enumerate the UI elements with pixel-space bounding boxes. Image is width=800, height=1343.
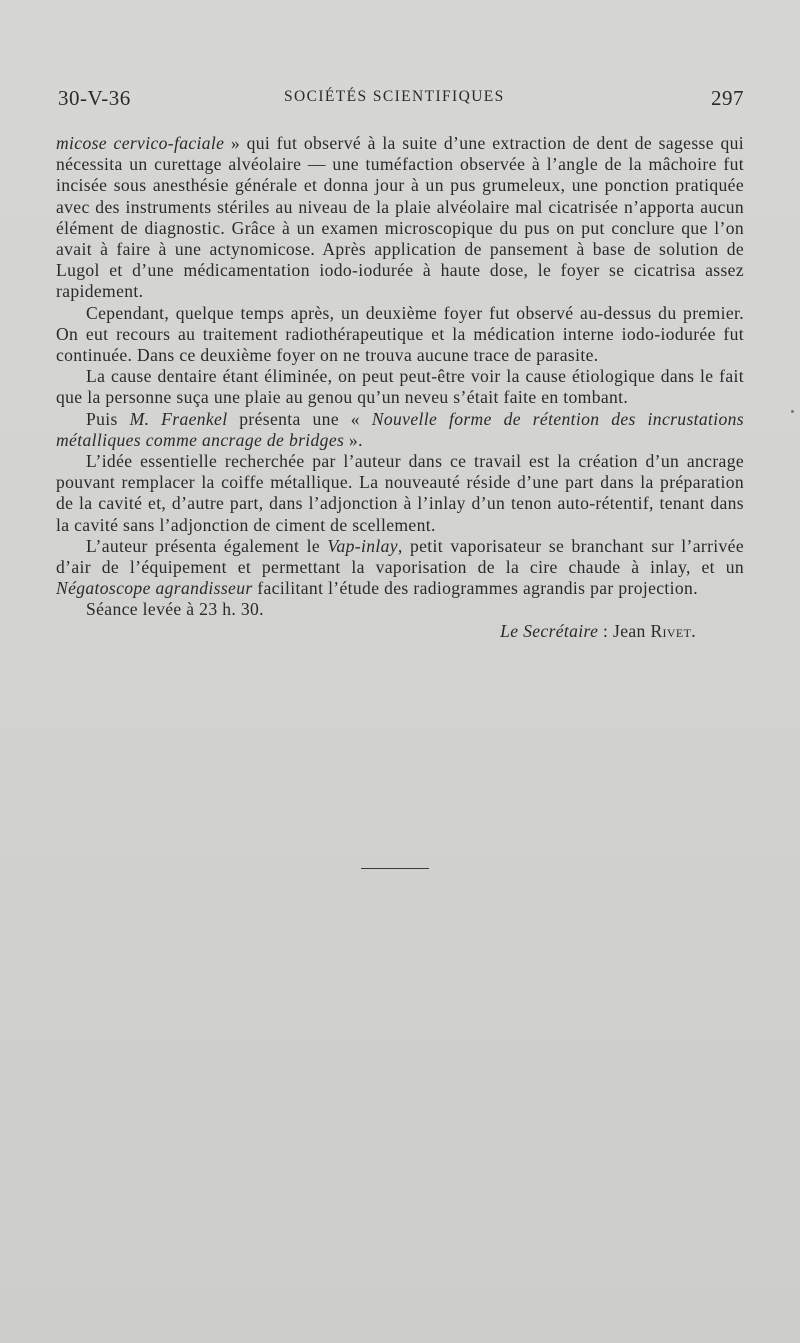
paragraph-1-text: » qui fut observé à la suite d’une extraction de dent de sagesse qui nécessita un curettage alvéolaire — une tuméfaction observée à l’angle de la mâchoire fut incisée sous anesthésie générale et donna jour à un pus grumeleux, une ponction pratiquée avec des instruments stériles au niveau de la plaie alvéolaire mal cicatrisée n’apporta aucun élément de diagnostic. Grâce à un examen microscopique du pus on put conclure que l’on avait à faire à une actynomicose. Après application de pansement à base de solution de Lugol et d’une médicamentation iodo-iodurée à haute dose, le foyer se cicatrisa assez rapidement. — [56, 133, 744, 302]
signature-first-name: Jean — [613, 620, 651, 641]
paragraph-7: Séance levée à 23 h. 30. — [86, 599, 264, 620]
paragraph-2: Cependant, quelque temps après, un deuxième foyer fut observé au-dessus du premier. On eut recours au traitement radiothérapeutique et la médication interne iodo-iodurée fut continuée. Dans ce deuxième foyer on ne trouva aucune trace de parasite. — [56, 302, 744, 366]
presentation-title: Nouvelle forme de rétention des incrustations métalliques comme ancrage de bridges — [56, 408, 744, 450]
signature-end: . — [691, 620, 696, 641]
paragraph-1 — [56, 133, 744, 303]
signature-name — [613, 621, 696, 641]
header-section-title: SOCIÉTÉS SCIENTIFIQUES — [284, 88, 505, 105]
signature-separator: : — [598, 620, 614, 641]
paragraph-4-end: ». — [344, 429, 363, 450]
paragraph-6-lead: L’auteur présenta également le — [86, 535, 328, 556]
paragraph-4-mid: présenta une « — [227, 408, 372, 429]
device-negatoscope: Négatoscope agrandisseur — [56, 578, 253, 599]
paragraph-4 — [56, 409, 744, 451]
margin-speck — [791, 410, 794, 413]
signature-last-name: Rivet — [650, 620, 692, 641]
paragraph-6 — [56, 536, 744, 600]
signature-line — [56, 621, 744, 642]
paragraph-6-end: facilitant l’étude des radiogrammes agrandis par projection. — [252, 578, 698, 599]
paragraph-4-lead: Puis — [86, 408, 130, 429]
paragraph-6-mid: , petit vaporisateur se branchant sur l’arrivée d’air de l’équipement et permettant la vaporisation de la cire chaude à inlay, et un — [56, 535, 744, 578]
header-date: 30-V-36 — [58, 86, 131, 110]
presenter-name: M. Fraenkel — [129, 408, 228, 429]
page-number: 297 — [711, 86, 744, 110]
article-body — [56, 133, 744, 642]
running-header — [58, 86, 744, 116]
device-vap-inlay: Vap-inlay — [327, 535, 398, 556]
paragraph-5: L’idée essentielle recherchée par l’auteur dans ce travail est la création d’un ancrage pouvant remplacer la coiffe métallique. La nouveauté réside d’une part dans la préparation de la cavité et, d’autre part, dans l’adjonction à l’inlay d’un tenon auto-rétentif, tenant dans la cavité sans l’adjonction de ciment de scellement. — [56, 451, 744, 535]
section-end-rule — [361, 868, 429, 869]
signature-role: Le Secrétaire — [500, 620, 599, 641]
disease-name: micose cervico-faciale — [56, 133, 225, 153]
paragraph-3: La cause dentaire étant éliminée, on peut peut-être voir la cause étiologique dans le fait que la personne suça une plaie au genou qu’un neveu s’était faite en tombant. — [56, 366, 744, 408]
